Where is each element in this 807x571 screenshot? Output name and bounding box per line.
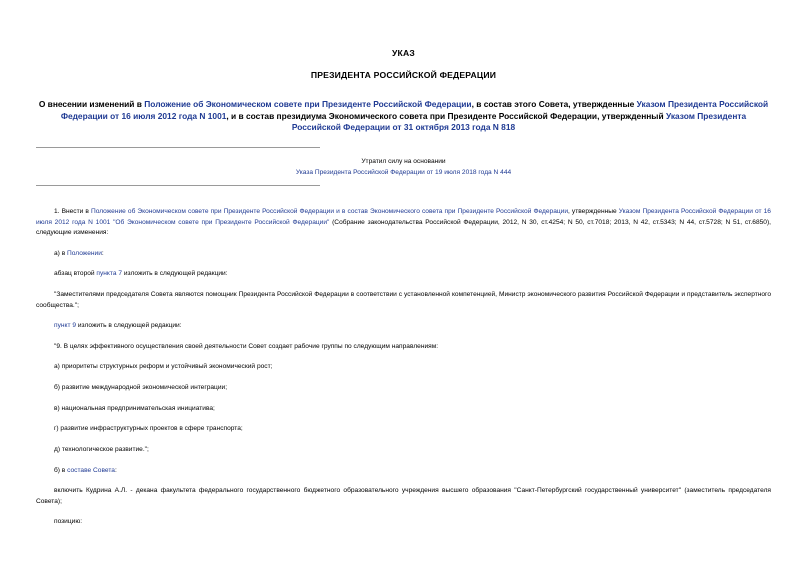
paragraph-12-text-b: : xyxy=(114,467,117,474)
paragraph-5 xyxy=(36,321,771,332)
paragraph-13: включить Кудрина А.Л. - декана факультета федерального государственного бюджетного образовательного учреждения высшего образования "Санкт-Петербургский государственный университет" (заместитель председателя Совета); xyxy=(36,487,771,505)
subject-link-regulation[interactable]: Положение об Экономическом совете при Президенте Российской Федерации xyxy=(144,99,472,109)
paragraph-1-text-c: (Собрание законодательства Российской Федерации, 2012, N 30, ст.4254; N 50, ст.7018; 2013, N 42, ст.5343; N 44, ст.5728; N 51, ст.6850), следующие изменения: xyxy=(36,218,771,236)
paragraph-12-link-council-composition[interactable]: составе Совета xyxy=(67,467,115,474)
paragraph-2 xyxy=(36,249,771,260)
paragraph-1-text-b: , утвержденные xyxy=(568,208,619,215)
paragraph-5-text-b: изложить в следующей редакции: xyxy=(76,322,182,329)
subject-link-decree-1001[interactable]: Указом Президента Российской Федерации от 16 июля 2012 года N 1001 xyxy=(60,99,769,121)
paragraph-5-link-item-9[interactable]: пункт 9 xyxy=(54,322,76,329)
paragraph-12-text-a: б) в xyxy=(54,467,68,474)
document-title: УКАЗ xyxy=(392,48,415,58)
paragraph-8: б) развитие международной экономической интеграции; xyxy=(54,384,228,391)
document-subject xyxy=(36,99,771,134)
paragraph-12 xyxy=(36,466,771,477)
status-text: Утратил силу на основании xyxy=(361,158,446,165)
paragraph-10: г) развитие инфраструктурных проектов в сфере транспорта; xyxy=(54,425,243,432)
subject-text-3: , и в состав президиума Экономического совета при Президенте Российской Федерации, утвержденный xyxy=(226,110,666,121)
paragraph-7: а) приоритеты структурных реформ и устойчивый экономический рост; xyxy=(54,363,273,370)
paragraph-4: "Заместителями председателя Совета являются помощник Президента Российской Федерации в соответствии с установленной компетенцией, Министр экономического развития Российской Федерации и представитель экспертного сообщества."; xyxy=(36,291,771,309)
paragraph-11: д) технологическое развитие."; xyxy=(54,446,149,453)
paragraph-3-text-a: абзац второй xyxy=(54,270,97,277)
paragraph-14: позицию: xyxy=(54,518,83,525)
status-link-decree-444[interactable]: Указа Президента Российской Федерации от 19 июля 2018 года N 444 xyxy=(295,169,512,176)
paragraph-3-link-item-7[interactable]: пункта 7 xyxy=(96,270,123,277)
paragraph-1 xyxy=(36,207,771,239)
paragraph-1-link-regulation[interactable]: Положение об Экономическом совете при Президенте Российской Федерации и в состав Экономического совета при Президенте Российской Федерации xyxy=(90,208,569,215)
paragraph-9: в) национальная предпринимательская инициатива; xyxy=(54,405,215,412)
paragraph-3-text-b: изложить в следующей редакции: xyxy=(122,270,228,277)
divider-top xyxy=(36,147,320,148)
paragraph-3 xyxy=(36,269,771,280)
subject-text-1: О внесении изменений в xyxy=(38,99,145,109)
paragraph-2-text-a: а) в xyxy=(54,250,68,257)
paragraph-1-text-a: 1. Внести в xyxy=(54,208,91,215)
document-subtitle: ПРЕЗИДЕНТА РОССИЙСКОЙ ФЕДЕРАЦИИ xyxy=(310,70,497,80)
paragraph-6: "9. В целях эффективного осуществления своей деятельности Совет создает рабочие группы по следующим направлениям: xyxy=(54,343,439,350)
subject-link-decree-818[interactable]: Указом Президента Российской Федерации от 31 октября 2013 года N 818 xyxy=(291,110,747,132)
divider-bottom xyxy=(36,185,320,186)
paragraph-2-text-b: : xyxy=(101,250,104,257)
subject-text-2: , в состав этого Совета, утвержденные xyxy=(471,99,637,109)
paragraph-1-link-decree-1001[interactable]: Указом Президента Российской Федерации от 16 июля 2012 года N 1001 "Об Экономическом совете при Президенте Российской Федерации" xyxy=(36,208,771,226)
status-link-row xyxy=(0,169,807,176)
paragraph-2-link-regulation[interactable]: Положении xyxy=(67,250,102,257)
